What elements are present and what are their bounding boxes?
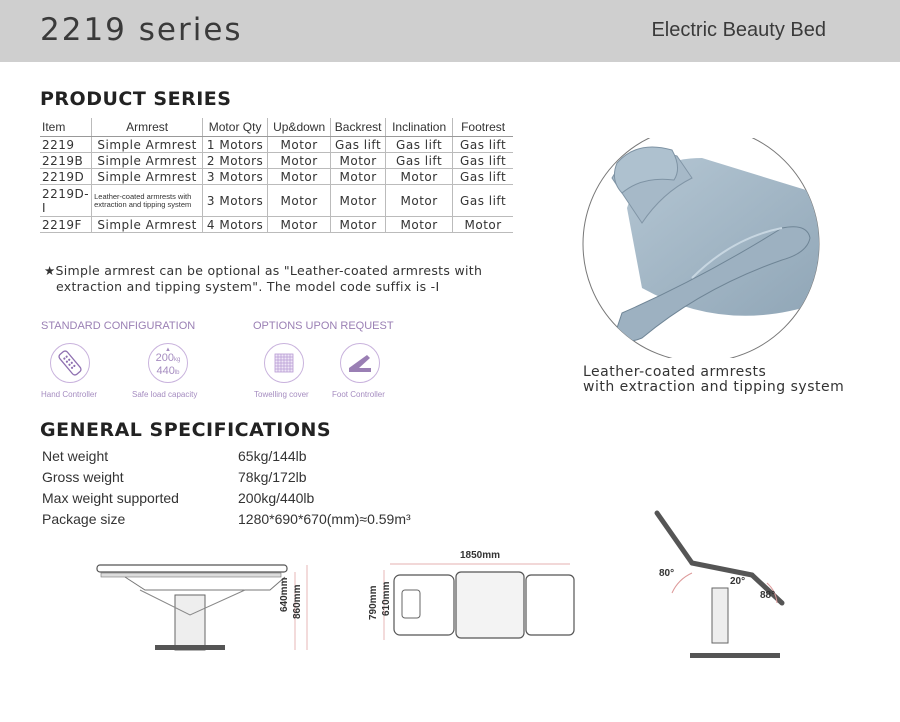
- cell: Motor: [386, 169, 453, 185]
- col-armrest: Armrest: [92, 118, 203, 137]
- spec-value: 78kg/172lb: [238, 469, 307, 485]
- up-arrow-icon: ▲: [165, 347, 171, 353]
- armrest-caption: [583, 365, 844, 395]
- width-outer-label: 790mm: [368, 585, 379, 620]
- col-backrest: Backrest: [331, 118, 386, 137]
- load-value-lb: [156, 366, 181, 379]
- load-capacity-icon: [148, 343, 188, 383]
- armrest-note: [44, 263, 482, 295]
- kg-value: 200: [155, 352, 174, 364]
- caption-line-2: with extraction and tipping system: [583, 379, 845, 395]
- cell: Simple Armrest: [92, 137, 203, 153]
- spec-value: 1280*690*670(mm)≈0.59m³: [238, 511, 411, 527]
- col-inclination: Inclination: [386, 118, 453, 137]
- cell: Motor: [331, 169, 386, 185]
- cell: Leather-coated armrests with extraction and tipping system: [92, 185, 203, 217]
- table-row: [40, 169, 513, 185]
- angle-seat-label: 20°: [730, 576, 746, 587]
- armrest-closeup-image: [582, 138, 822, 358]
- cell: Motor: [331, 185, 386, 217]
- options-title: OPTIONS UPON REQUEST: [253, 320, 394, 332]
- product-series-table: [40, 118, 513, 233]
- spec-value: 200kg/440lb: [238, 490, 315, 506]
- cell: Motor: [268, 169, 331, 185]
- cell: Gas lift: [386, 137, 453, 153]
- cell: 2219B: [40, 153, 92, 169]
- length-label: 1850mm: [460, 550, 501, 561]
- spec-label: Net weight: [42, 448, 109, 464]
- angle-back-label: 80°: [659, 568, 675, 579]
- col-footrest: Footrest: [453, 118, 514, 137]
- cell: 3 Motors: [203, 169, 268, 185]
- cell: Gas lift: [386, 153, 453, 169]
- cell: 2219F: [40, 217, 92, 233]
- col-updown: Up&down: [268, 118, 331, 137]
- cell: Motor: [268, 153, 331, 169]
- towelling-cover-icon: [264, 343, 304, 383]
- cell: 2 Motors: [203, 153, 268, 169]
- lb-value: 440: [156, 365, 175, 377]
- cell: Motor: [331, 153, 386, 169]
- height-min-label: 640mm: [279, 577, 290, 612]
- cell: 2219D-I: [40, 185, 92, 217]
- cell: Gas lift: [453, 185, 514, 217]
- cell: Motor: [331, 217, 386, 233]
- cell: Gas lift: [331, 137, 386, 153]
- hand-controller-label: Hand Controller: [41, 390, 98, 399]
- standard-config-title: STANDARD CONFIGURATION: [41, 320, 196, 332]
- width-inner-label: 610mm: [381, 581, 392, 616]
- header-bar: [0, 0, 900, 62]
- lb-unit: lb: [174, 370, 180, 376]
- table-header-row: [40, 118, 513, 137]
- cell: 4 Motors: [203, 217, 268, 233]
- table-row: [40, 217, 513, 233]
- note-line-2: extraction and tipping system". The model code suffix is -I: [56, 279, 440, 294]
- side-view-drawing: [95, 555, 325, 655]
- height-max-label: 860mm: [292, 584, 303, 619]
- table-row: [40, 137, 513, 153]
- note-line-1: ★Simple armrest can be optional as "Leather-coated armrests with: [44, 263, 483, 278]
- spec-value: 65kg/144lb: [238, 448, 307, 464]
- recline-angle-drawing: [652, 503, 802, 663]
- cell: Gas lift: [453, 153, 514, 169]
- col-item: Item: [40, 118, 92, 137]
- cell: Motor: [386, 185, 453, 217]
- product-series-heading: PRODUCT SERIES: [40, 88, 232, 110]
- foot-controller-label: Foot Controller: [332, 390, 385, 399]
- cell: Simple Armrest: [92, 169, 203, 185]
- cell: 2219D: [40, 169, 92, 185]
- cell: Motor: [268, 185, 331, 217]
- cell: Gas lift: [453, 137, 514, 153]
- cell: Simple Armrest: [92, 217, 203, 233]
- cell: Simple Armrest: [92, 153, 203, 169]
- cell: 2219: [40, 137, 92, 153]
- top-view-drawing: [380, 560, 580, 642]
- cell: Motor: [268, 217, 331, 233]
- cell: 1 Motors: [203, 137, 268, 153]
- spec-label: Max weight supported: [42, 490, 179, 506]
- load-capacity-label: Safe load capacity: [132, 390, 198, 399]
- angle-foot-label: 88°: [760, 590, 776, 601]
- general-specs-heading: GENERAL SPECIFICATIONS: [40, 419, 332, 441]
- table-row: [40, 153, 513, 169]
- spec-label: Gross weight: [42, 469, 124, 485]
- kg-unit: kg: [174, 357, 181, 363]
- cell: Motor: [268, 137, 331, 153]
- caption-line-1: Leather-coated armrests: [583, 364, 767, 380]
- series-title: 2219 series: [40, 12, 243, 48]
- hand-controller-icon: [50, 343, 90, 383]
- load-capacity-values: [156, 347, 181, 379]
- cell: 3 Motors: [203, 185, 268, 217]
- spec-label: Package size: [42, 511, 126, 527]
- cell: Motor: [453, 217, 514, 233]
- towelling-cover-label: Towelling cover: [254, 390, 309, 399]
- col-motor-qty: Motor Qty: [203, 118, 268, 137]
- foot-controller-icon: [340, 343, 380, 383]
- cell: Gas lift: [453, 169, 514, 185]
- product-type: Electric Beauty Bed: [651, 19, 826, 41]
- cell: Motor: [386, 217, 453, 233]
- table-row: [40, 185, 513, 217]
